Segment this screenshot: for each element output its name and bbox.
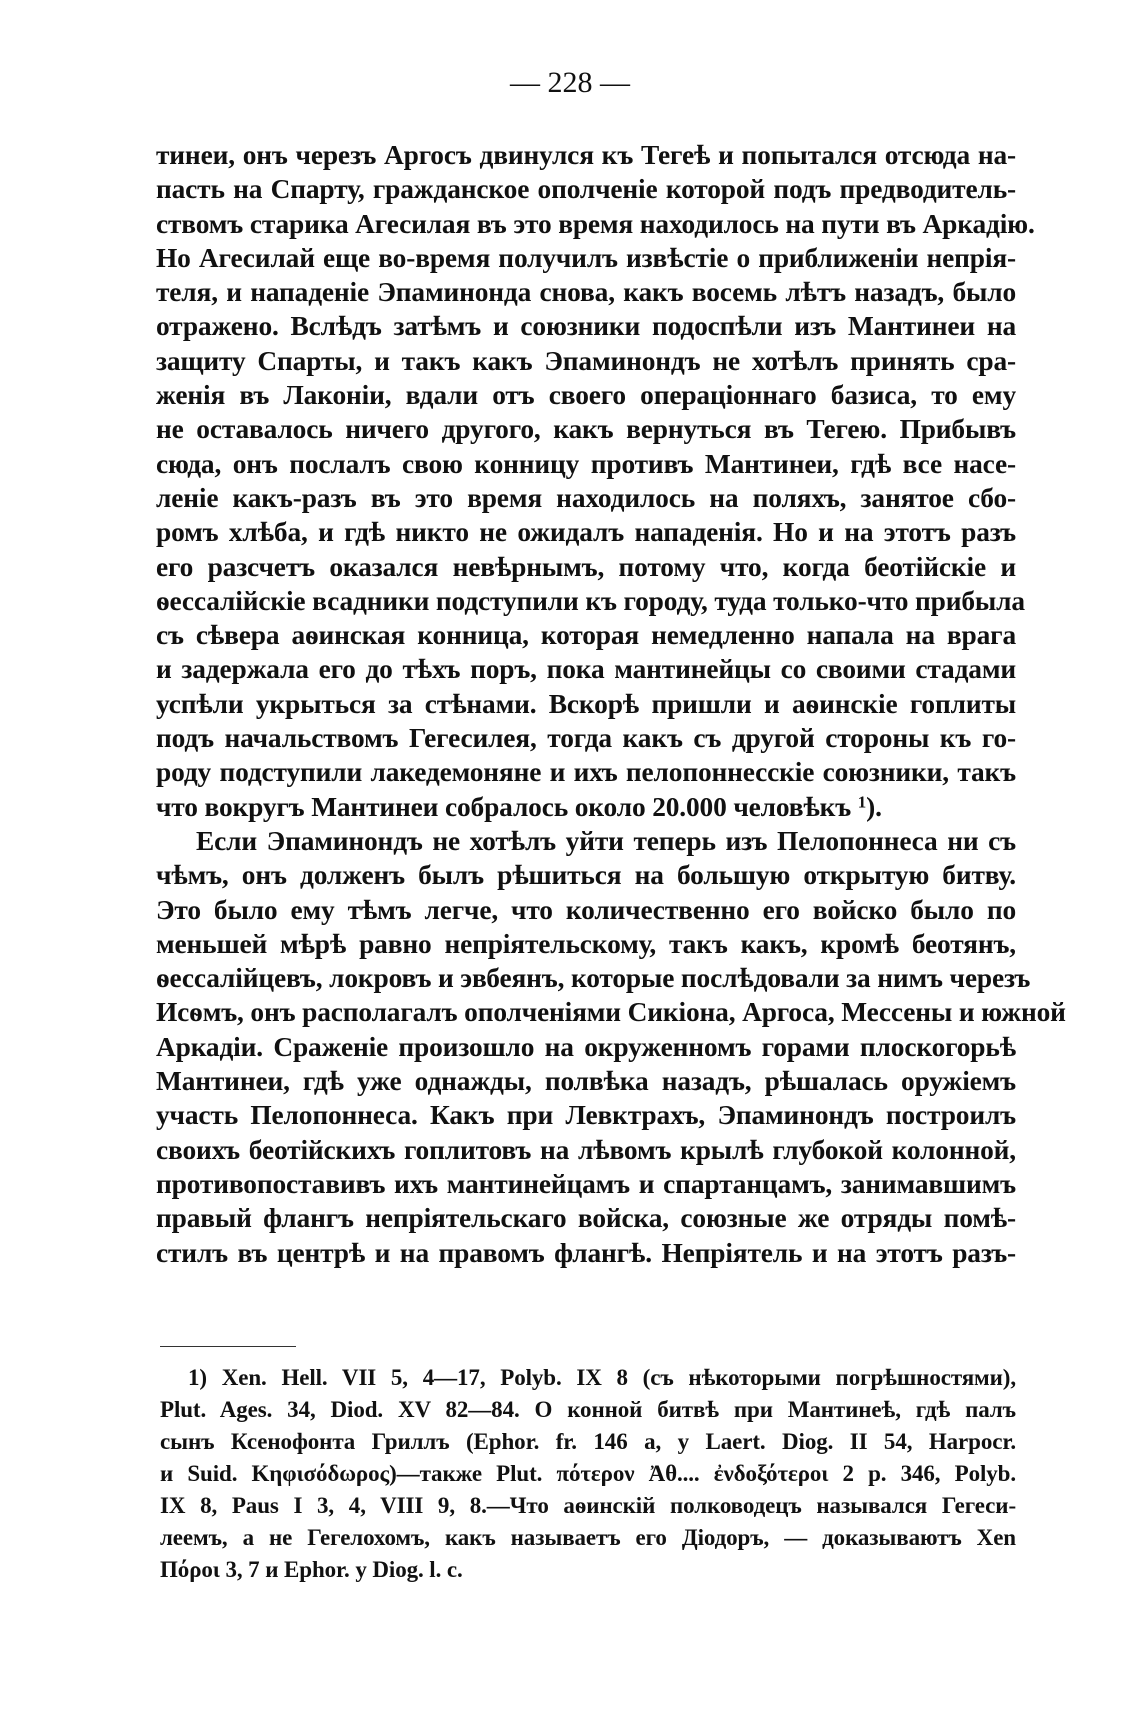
text-line: женія въ Лаконіи, вдали отъ своего операціоннаго базиса, то ему — [156, 380, 1016, 411]
text-line: правый флангъ непріятельскаго войска, союзные же отряды помѣ- — [156, 1203, 1016, 1234]
footnote-line: сынъ Ксенофонта Гриллъ (Ephor. fr. 146 a, у Laert. Diog. II 54, Harpocr. — [160, 1429, 1016, 1454]
page-number: — 228 — — [510, 66, 630, 99]
text-line: теля, и нападеніе Эпаминонда снова, какъ восемь лѣтъ назадъ, было — [156, 277, 1016, 308]
text-line: ѳессалійцевъ, локровъ и эвбеянъ, которые послѣдовали за нимъ черезъ — [156, 963, 1031, 994]
footnotes — [160, 1362, 1016, 1586]
footnote-separator — [160, 1346, 296, 1347]
footnote-line: IX 8, Paus I 3, 4, VIII 9, 8.—Что аѳинскій полководецъ назывался Гегеси- — [160, 1493, 1016, 1518]
text-line: ѳессалійскіе всадники подступили къ городу, туда только-что прибыла — [156, 585, 1025, 616]
text-line: Мантинеи, гдѣ уже однажды, полвѣка назадъ, рѣшалась оружіемъ — [156, 1066, 1016, 1097]
text-line: леніе какъ-разъ въ это время находилось на поляхъ, занятое сбо- — [156, 482, 1016, 513]
text-line: Исѳмъ, онъ располагалъ ополченіями Сикіона, Аргоса, Мессены и южной — [156, 997, 1066, 1028]
text-line: стилъ въ центрѣ и на правомъ флангѣ. Непріятель и на этотъ разъ- — [156, 1237, 1016, 1268]
text-line: ромъ хлѣба, и гдѣ никто не ожидалъ нападенія. Но и на этотъ разъ — [156, 517, 1016, 548]
text-line: ствомъ старика Агесилая въ это время находилось на пути въ Аркадію. — [156, 208, 1035, 239]
text-line: тинеи, онъ черезъ Аргосъ двинулся къ Тегеѣ и попытался отсюда на- — [156, 140, 1016, 170]
footnote-line: Πόροι 3, 7 и Ephor. у Diog. l. c. — [160, 1557, 463, 1582]
text-line: не оставалось ничего другого, какъ вернуться въ Тегею. Прибывъ — [156, 414, 1016, 445]
text-line: роду подступили лакедемоняне и ихъ пелопоннесскіе союзники, такъ — [156, 757, 1016, 788]
text-line: Но Агесилай еще во-время получилъ извѣстіе о приближеніи непрія- — [156, 242, 1016, 273]
footnote-reference-tail: ). — [866, 791, 882, 822]
footnote-line: Plut. Ages. 34, Diod. XV 82—84. О конной битвѣ при Мантинеѣ, гдѣ палъ — [160, 1397, 1016, 1422]
text-line: его разсчетъ оказался невѣрнымъ, потому что, когда беотійскіе и — [156, 551, 1016, 582]
footnote-line: леемъ, а не Гегелохомъ, какъ называетъ его Діодоръ, — доказываютъ Xen — [160, 1525, 1016, 1550]
text-line: что вокругъ Мантинеи собралось около 20.000 человѣкъ — [156, 791, 852, 822]
text-line: пасть на Спарту, гражданское ополченіе которой подъ предводитель- — [156, 174, 1016, 205]
text-line: Это было ему тѣмъ легче, что количественно его войско было по — [156, 894, 1016, 925]
text-line: своихъ беотійскихъ гоплитовъ на лѣвомъ крылѣ глубокой колонной, — [156, 1134, 1016, 1165]
text-line: подъ начальствомъ Гегесилея, тогда какъ съ другой стороны къ го- — [156, 723, 1016, 754]
text-line: противопоставивъ ихъ мантинейцамъ и спартанцамъ, занимавшимъ — [156, 1168, 1016, 1199]
text-line: Если Эпаминондъ не хотѣлъ уйти теперь изъ Пелопоннеса ни съ — [196, 825, 1016, 856]
text-line: защиту Спарты, и такъ какъ Эпаминондъ не хотѣлъ принять сра- — [156, 345, 1016, 376]
text-line: съ сѣвера аѳинская конница, которая немедленно напала на врага — [156, 620, 1016, 651]
text-line: Аркадіи. Сраженіе произошло на окруженномъ горами плоскогорьѣ — [156, 1031, 1016, 1062]
text-line: и задержала его до тѣхъ поръ, пока мантинейцы со своими стадами — [156, 654, 1016, 685]
footnote-line: и Suid. Κηφισόδωρος)—также Plut. πότερον Ἀθ.... ἐνδοξότεροι 2 p. 346, Polyb. — [160, 1461, 1016, 1486]
footnote-reference: 1 — [857, 792, 867, 812]
text-line: сюда, онъ послалъ свою конницу противъ Мантинеи, гдѣ все насе- — [156, 448, 1016, 479]
text-line: меньшей мѣрѣ равно непріятельскому, такъ какъ, кромѣ беотянъ, — [156, 928, 1016, 959]
text-line: чѣмъ, онъ долженъ былъ рѣшиться на большую открытую битву. — [156, 860, 1016, 891]
main-text — [156, 138, 1066, 1270]
footnote-line: 1) Xen. Hell. VII 5, 4—17, Polyb. IX 8 (съ нѣкоторыми погрѣшностями), — [188, 1365, 1016, 1390]
paragraph-end-line — [156, 790, 1016, 824]
text-line: участь Пелопоннеса. Какъ при Левктрахъ, Эпаминондъ построилъ — [156, 1100, 1016, 1131]
text-line: успѣли укрыться за стѣнами. Вскорѣ пришли и аѳинскіе гоплиты — [156, 688, 1016, 719]
text-line: отражено. Вслѣдъ затѣмъ и союзники подоспѣли изъ Мантинеи на — [156, 311, 1016, 342]
